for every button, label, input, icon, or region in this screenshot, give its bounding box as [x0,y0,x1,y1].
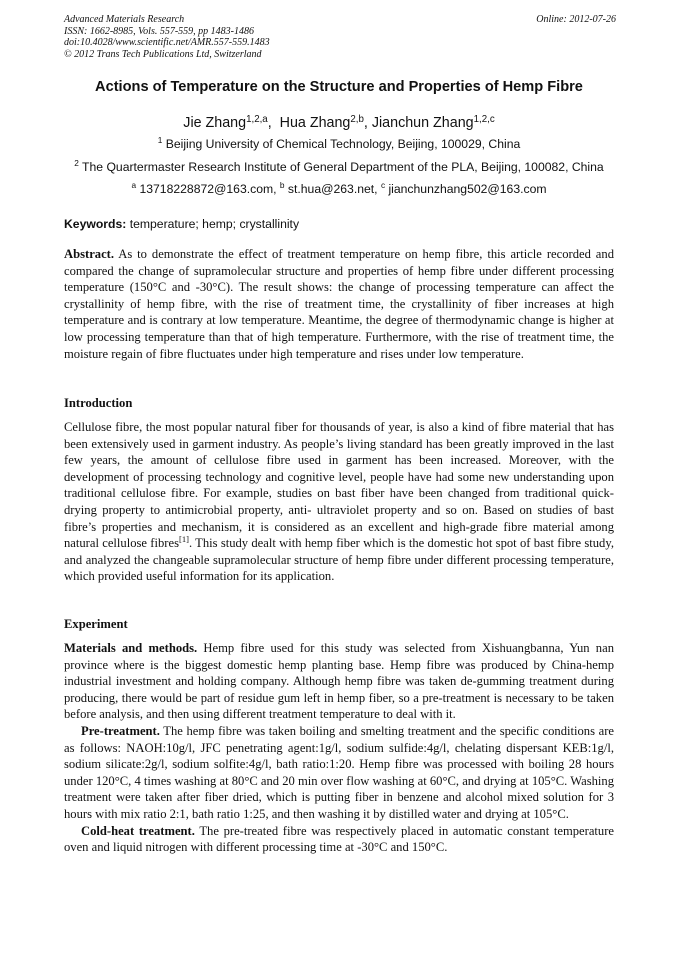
author-superscript: 1,2,a [246,113,268,125]
affiliation-2 [0,160,678,174]
email-superscript: c [380,180,386,191]
author-name: Jianchun Zhang [371,115,474,131]
author-name: Hua Zhang [279,115,351,131]
abstract-text: As to demonstrate the effect of treatment temperature on hemp fibre, this article recorded and compared the change of supramolecular structure and properties of hemp fibre under different processing temperature (150°C and -30°C). The result shows: the change of processing temperature can affect the crystallinity of hemp fibre, with the rise of treatment time, the crystallinity of fiber increases at high temperature and is contrary at low temperature. Meantime, the degree of thermodynamic change is higher at low processing temperature than that of high temperature. Furthermore, with the rise of treatment time, the moisture regain of fibre fluctuates under high temperature and rises under low temperature. [64,247,614,361]
author-superscript: 1,2,c [473,113,495,125]
materials-label: Materials and methods. [64,641,198,655]
citation-reference[interactable]: [1] [178,534,189,545]
journal-copyright: © 2012 Trans Tech Publications Ltd, Switzerland [64,48,262,60]
coldheat-text: The pre-treated fibre was respectively placed in automatic constant temperature oven and liquid nitrogen with different processing time at -30°C and 150°C. [64,823,615,855]
email-text: jianchunzhang502@163.com [385,182,547,196]
introduction-paragraph [64,419,614,585]
experiment-heading: Experiment [64,617,128,631]
abstract-paragraph [64,246,614,362]
materials-paragraph [64,640,614,723]
online-date: Online: 2012-07-26 [536,14,616,25]
introduction-text-continued: . This study dealt with hemp fiber which is the domestic hot spot of bast fibre study, and analyzed the changeable supramolecular structure of hemp fibre under different processing temperature, which provided useful information for its application. [64,536,614,584]
pretreatment-text: The hemp fibre was taken boiling and smelting treatment and the specific conditions are as follows: NAOH:10g/l, JFC penetrating agent:1g/l, sodium sulfide:4g/l, chelating dispersant KEB:1g/l, sodium silicate:2g/l, sodium solfite:4g/l, bath ratio:1:20. Hemp fibre was processed with boiling 28 hours under 120°C, 4 times washing at 80°C and 20 min over flow washing at 60°C, and drying at 105°C. Washing treatment were taken after fiber dried, which is putting fiber in benzene and alcohol mixed solution for 3 hours with mix ratio 2:1, bath ratio 1:25, and then washing it by distilled water and drying at 105°C. [64,723,614,821]
affiliation-superscript: 1 [157,135,163,146]
author-emails [0,182,678,196]
affiliation-1 [0,137,678,151]
author-superscript: 2,b [350,113,364,125]
email-text: st.hua@263.net, [284,182,381,196]
introduction-heading: Introduction [64,396,133,410]
journal-name: Advanced Materials Research [64,14,185,25]
experiment-section [64,640,614,856]
abstract-label: Abstract. [64,247,115,261]
keywords-text: temperature; hemp; crystallinity [126,217,300,231]
keywords-line [64,217,299,231]
paper-title: Actions of Temperature on the Structure and Properties of Hemp Fibre [95,79,583,95]
journal-issn: ISSN: 1662-8985, Vols. 557-559, pp 1483-1486 [64,25,254,37]
materials-text: Hemp fibre used for this study was selected from Xishuangbanna, Yun nan province where is the biggest domestic hemp planting base. Hemp fibre was produced by China-hemp industrial investment and holding company. Although hemp fibre was taken de-gumming treatment during producing, there would be part of residue gum left in hemp fiber, so a pre-treatment is necessary to be taken before analysis, and then using different treatment temperature to deal with it. [64,641,614,722]
author-name: Jie Zhang [183,115,247,131]
coldheat-label: Cold-heat treatment. [81,823,195,838]
author-separator: , [267,115,280,131]
journal-header [64,14,616,60]
affiliation-superscript: 2 [74,158,79,169]
affiliation-text: The Quartermaster Research Institute of General Department of the PLA, Beijing, 100082, China [78,160,604,174]
keywords-label: Keywords: [64,217,127,231]
journal-doi: doi:10.4028/www.scientific.net/AMR.557-559.1483 [64,37,270,48]
email-superscript: a [131,180,137,191]
author-list [0,115,678,131]
affiliation-text: Beijing University of Chemical Technology, Beijing, 100029, China [162,137,521,151]
coldheat-paragraph [64,823,614,856]
author-separator: , [363,115,372,131]
introduction-text: Cellulose fibre, the most popular natural fiber for thousands of year, is also a kind of fibre material that has been extensively used in garment industry. As people’s living standard has been greatly improved in the last few years, the amount of cellulose fibre used in garment has been increased. Moreover, with the development of processing technology and cognitive level, people have had some new understanding upon traditional cellulose fibre. For example, studies on bast fiber have been changed from traditional quick-drying property to antimicrobial property, anti- ultraviolet property and so on. Based on studies of bast fibre’s properties and mechanism, it is considered as an excellent and high-grade fibre material among natural cellulose fibres [64,420,614,551]
email-superscript: b [279,180,285,191]
pretreatment-label: Pre-treatment. [81,723,160,738]
pretreatment-paragraph [64,723,614,823]
email-text: 13718228872@163.com, [136,182,280,196]
